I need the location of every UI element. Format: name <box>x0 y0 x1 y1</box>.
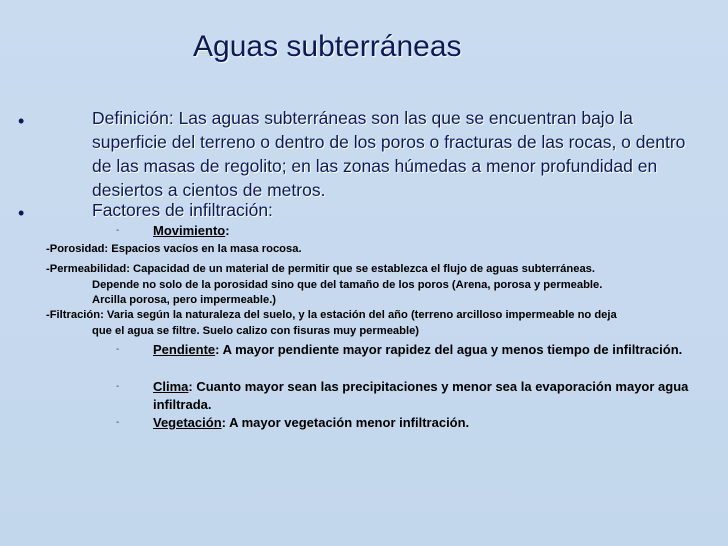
pendiente-item <box>153 341 693 359</box>
vegetacion-label: Vegetación <box>153 415 222 430</box>
porosidad-text: -Porosidad: Espacios vacíos en la masa rocosa. <box>46 243 302 255</box>
permeabilidad-line-2: Depende no solo de la porosidad sino que del tamaño de los poros (Arena, porosa y permeable. <box>92 278 603 291</box>
vegetacion-text: : A mayor vegetación menor infiltración. <box>221 415 470 430</box>
movimiento-label: Movimiento <box>153 223 226 238</box>
clima-item <box>153 378 693 414</box>
permeabilidad-line-1: -Permeabilidad: Capacidad de un material de permitir que se establezca el flujo de aguas subterráneas. <box>46 263 595 275</box>
definition-text: Definición: Las aguas subterráneas son las que se encuentran bajo la superficie del terreno o dentro de los poros o fracturas de las rocas, o dentro de las masas de regolito; en las zonas húmedas a menor profundidad en desiertos a cientos de metros. <box>92 108 686 200</box>
bullet-icon: • <box>18 203 25 223</box>
pendiente-label: Pendiente <box>153 342 216 357</box>
movimiento-item <box>153 222 693 240</box>
filtracion-text <box>46 308 686 339</box>
permeabilidad-text <box>46 262 686 309</box>
clima-text: : Cuanto mayor sean las precipitaciones y menor sea la evaporación mayor agua infiltrada. <box>153 379 689 412</box>
clima-label: Clima <box>153 379 189 394</box>
dash-bullet-icon: - <box>116 344 120 355</box>
dash-bullet-icon: - <box>116 225 120 236</box>
filtracion-line-2: que el agua se filtre. Suelo calizo con fisuras muy permeable) <box>92 324 420 337</box>
factores-heading: Factores de infiltración: <box>92 200 273 220</box>
dash-bullet-icon: - <box>116 417 120 428</box>
permeabilidad-line-3: Arcilla porosa, pero impermeable.) <box>92 294 277 306</box>
pendiente-text: : A mayor pendiente mayor rapidez del agua y menos tiempo de infiltración. <box>215 342 683 357</box>
slide-title: Aguas subterráneas <box>193 30 462 63</box>
dash-bullet-icon: - <box>116 381 120 392</box>
movimiento-colon: : <box>225 223 230 238</box>
filtracion-line-1: -Filtración: Varia según la naturaleza del suelo, y la estación del año (terreno arcilloso impermeable no deja <box>46 309 617 321</box>
bullet-icon: • <box>18 111 25 131</box>
vegetacion-item <box>153 414 693 432</box>
